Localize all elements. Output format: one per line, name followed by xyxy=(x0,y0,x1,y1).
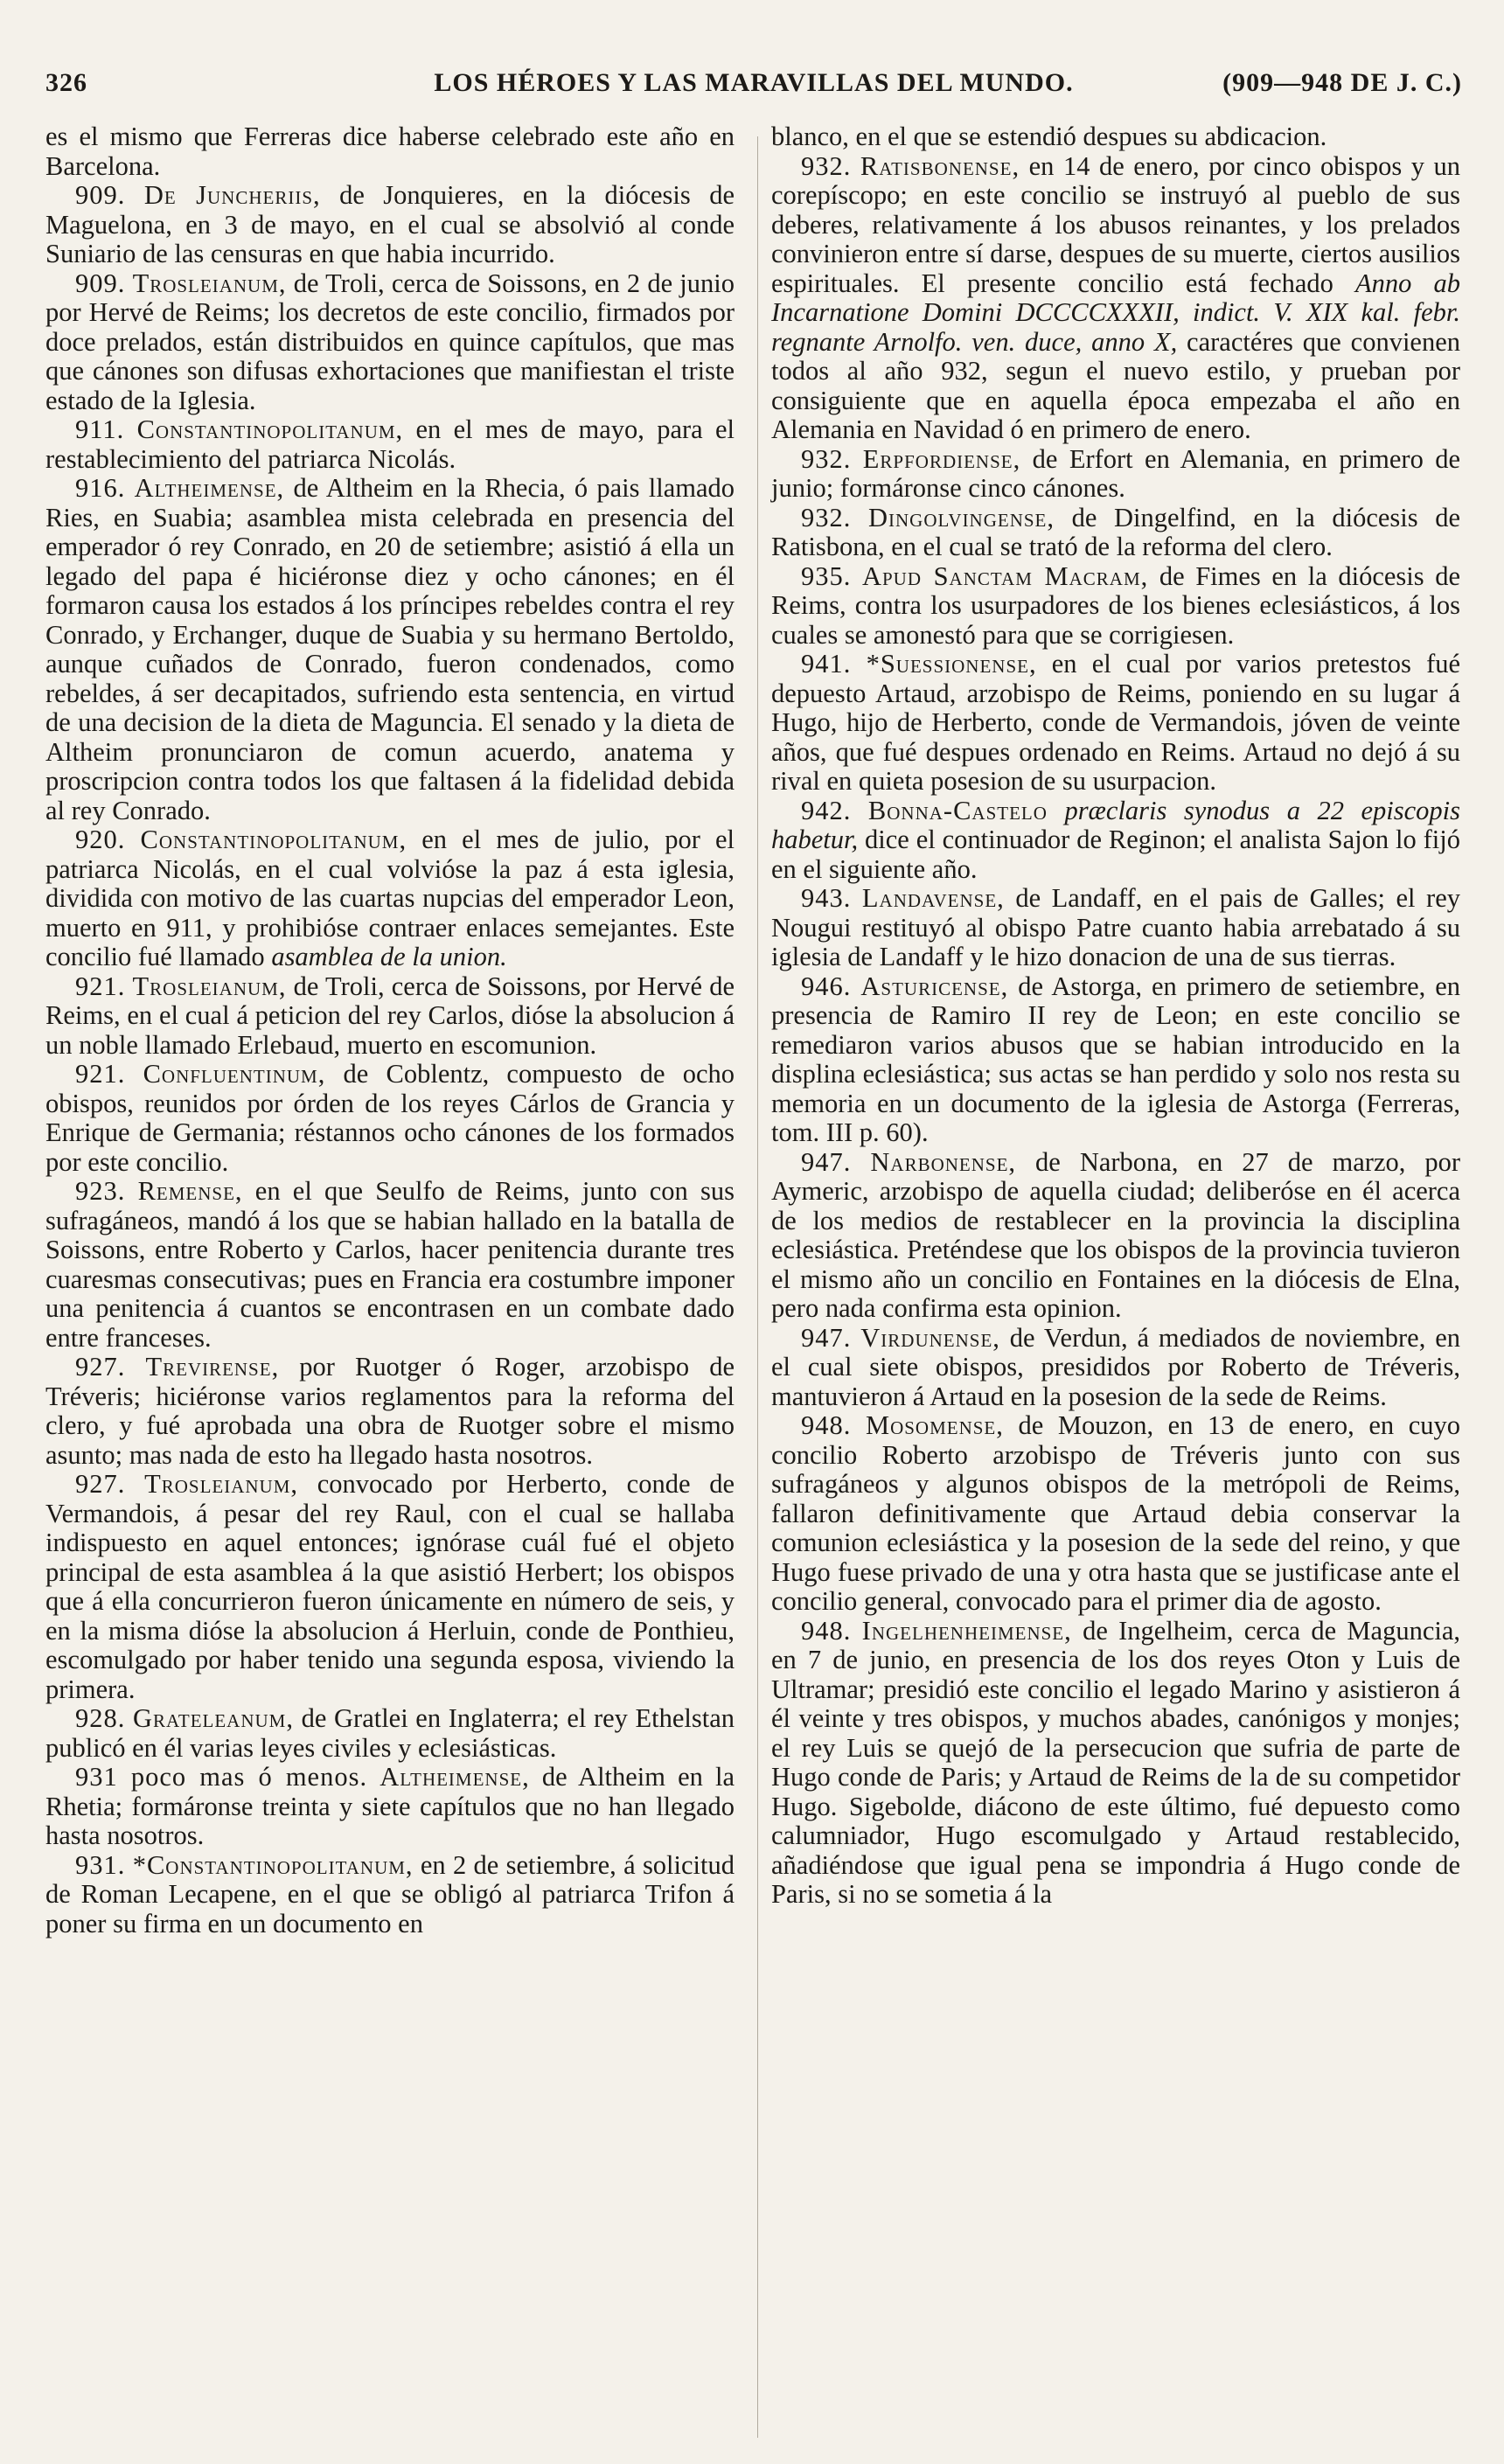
council-entry xyxy=(771,650,1460,797)
council-entry xyxy=(771,1617,1460,1910)
entry-year: 920. xyxy=(75,825,126,854)
council-name: Grateleanum, xyxy=(133,1703,294,1733)
council-name: Altheimense, xyxy=(379,1762,530,1792)
entry-text: en el mes de mayo, para el restablecimiento del patriarca Nicolás. xyxy=(45,414,735,474)
council-name: Ingelhenheimense, xyxy=(861,1615,1072,1646)
council-name: Bonna-Castelo xyxy=(867,795,1048,825)
council-name: Landavense, xyxy=(861,883,1005,913)
entry-year: 909. xyxy=(75,180,126,210)
council-name: Constantinopolitanum, xyxy=(140,825,407,854)
entry-year: 947. xyxy=(801,1322,852,1353)
council-entry xyxy=(771,972,1460,1148)
entry-text: de Altheim en la Rhetia; formáronse treinta y siete capítulos que no han llegado hasta nosotros. xyxy=(45,1762,735,1850)
page-number: 326 xyxy=(45,68,87,97)
entry-text: de Erfort en Alemania, en primero de junio; formáronse cinco cánones. xyxy=(771,443,1461,503)
council-name: Ratisbonense, xyxy=(860,150,1020,181)
entry-text: de Coblentz, compuesto de ocho obispos, reunidos por órden de los reyes Cárlos de Grancia y Enrique de Germania; réstannos ocho cánones de los formados por este concilio. xyxy=(45,1059,735,1177)
council-name: Mosomense, xyxy=(865,1410,1004,1440)
entry-year: 947. xyxy=(801,1146,852,1177)
left-column xyxy=(45,122,735,1938)
council-entry xyxy=(771,152,1460,445)
council-name: Remense, xyxy=(137,1176,243,1206)
entry-text: de Troli, cerca de Soissons, por Hervé de Reims, en el cual á peticion del rey Carlos, dióse la absolucion á un noble llamado Erlebaud, muerto en escomunion. xyxy=(45,971,735,1060)
entry-year: 935. xyxy=(801,560,852,591)
entry-text: de Dingelfind, en la diócesis de Ratisbona, en el cual se trató de la reforma del clero. xyxy=(771,502,1461,561)
entry-text: en 14 de enero, por cinco obispos y un corepíscopo; en este concilio se instruyó al pueblo de sus deberes, relativamente á los abusos reinantes, y los prelados convinieron entre sí darse, despues de su muerte, ciertos ausilios espirituales. El presente concilio está fechado xyxy=(771,150,1461,298)
right-column xyxy=(771,122,1460,1910)
entry-text: por Ruotger ó Roger, arzobispo de Tréveris; hiciéronse varios reglamentos para la reforma del clero, y fué aprobada una obra de Ruotger sobre el mismo asunto; mas nada de esto ha llegado hasta nosotros. xyxy=(45,1352,735,1470)
council-entry xyxy=(45,825,735,972)
entry-italic: præclaris synodus a 22 episcopis habetur, xyxy=(771,795,1461,854)
entry-text: de Altheim en la Rhecia, ó pais llamado Ries, en Suabia; asamblea mista celebrada en presencia del emperador ó rey Conrado, en 20 de setiembre; asistió á ella un legado del papa é hiciéronse diez y ocho cánones; en él formaron causa los estados á los príncipes rebeldes contra el rey Conrado, y Erchanger, duque de Suabia y su hermano Bertoldo, aunque cuñados de Conrado, fueron condenados, como rebeldes, á ser decapitados, sufriendo esta sentencia, en virtud de una decision de la dieta de Maguncia. El senado y la dieta de Altheim pronunciaron de comun acuerdo, anatema y proscripcion contra todos los que faltasen á la fidelidad debida al rey Conrado. xyxy=(45,473,735,825)
council-entry xyxy=(45,1353,735,1470)
entry-italic: Anno ab Incarnatione Domini DCCCCXXXII, indict. V. XIX kal. febr. regnante Arnolfo. ven. duce, anno X, xyxy=(771,268,1460,357)
council-name: Constantinopolitanum, xyxy=(136,414,404,444)
council-name: Erpfordiense, xyxy=(862,443,1021,474)
council-entry xyxy=(771,504,1460,562)
entry-year: 948. xyxy=(801,1615,852,1646)
entry-text: de Ingelheim, cerca de Maguncia, en 7 de junio, en presencia de los dos reyes Oton y Luis de Ultramar; presidió este concilio el legado Marino y asistieron á él veinte y tres obispos, y muchos abades, canónigos y monjes; el rey Luis se quejó de la persecucion que sufria de parte de Hugo conde de Paris; y Artaud de Reims de la de su competidor Hugo. Sigebolde, diácono de este último, fué depuesto como calumniador, Hugo escomulgado y Artaud restablecido, añadiéndose que igual pena se impondria á Hugo conde de Paris, si no se sometia á la xyxy=(771,1615,1460,1909)
entry-year: 911. xyxy=(75,414,125,444)
entry-year: 942. xyxy=(801,795,852,825)
entry-text: de Mouzon, en 13 de enero, en cuyo concilio Roberto arzobispo de Tréveris junto con sus sufragáneos y algunos obispos de la metrópoli de Reims, fallaron definitivamente que Artaud debia conservar la comunion eclesiástica y la posesion de la sede del reino, y que Hugo fuese privado de una y otra hasta que se justificase ante el concilio general, convocado para el primer dia de agosto. xyxy=(771,1410,1461,1616)
council-name: Trosleianum, xyxy=(132,971,287,1001)
entry-year: 943. xyxy=(801,883,852,913)
council-entry xyxy=(771,1324,1460,1412)
council-name: *Suessionense, xyxy=(866,649,1037,679)
entry-year: 928. xyxy=(75,1703,126,1733)
council-entry xyxy=(45,1763,735,1851)
entry-text: en el mes de julio, por el patriarca Nicolás, en el cual volvióse la paz á esta iglesia, dividida con motivo de las cuartas nupcias del emperador Leon, muerto en 911, y prohibióse contraer enlaces semejantes. Este concilio fué llamado xyxy=(45,825,735,971)
council-entry xyxy=(45,415,735,474)
council-name: Asturicense, xyxy=(860,971,1009,1001)
council-name: Altheimense, xyxy=(134,473,285,503)
entry-year: 932. xyxy=(801,150,852,181)
entry-year: 932. xyxy=(801,443,852,474)
entry-year: 916. xyxy=(75,473,126,503)
council-name: De Juncheriis, xyxy=(143,180,321,210)
entry-text: en el cual por varios pretestos fué depuesto Artaud, arzobispo de Reims, poniendo en su lugar á Hugo, hijo de Herberto, conde de Vermandois, jóven de veinte años, que fué despues ordenado en Reims. Artaud no dejó á su rival en quieta posesion de su usurpacion. xyxy=(771,649,1461,796)
council-entry xyxy=(771,445,1460,504)
entry-text: en 2 de setiembre, á solicitud de Roman Lecapene, en el que se obligó al patriarca Trifon á poner su firma en un documento en xyxy=(45,1849,735,1938)
entry-year: 927. xyxy=(75,1469,126,1499)
council-entry xyxy=(45,1060,735,1177)
council-name: Trevirense, xyxy=(145,1352,280,1382)
entry-text: convocado por Herberto, conde de Vermandois, á pesar del rey Raul, con el cual se hallaba indispuesto en aquel entonces; ignórase cuál fué el objeto principal de esta asamblea á la que asistió Herbert; los obispos que á ella concurrieron fueron únicamente en número de seis, y en la misma dióse la absolucion á Herluin, conde de Ponthieu, escomulgado por haber tenido una segunda esposa, viviendo la primera. xyxy=(45,1469,735,1704)
council-entry xyxy=(771,1411,1460,1617)
entry-text: de Narbona, en 27 de marzo, por Aymeric, arzobispo de aquella ciudad; deliberóse en él acerca de los medios de restablecer en la provincia la disciplina eclesiástica. Preténdese que los obispos de la provincia tuvieron el mismo año un concilio en Fontaines en la diócesis de Elna, pero nada confirma esta opinion. xyxy=(771,1146,1461,1323)
council-entry xyxy=(771,884,1460,972)
column-divider xyxy=(757,136,758,2438)
entry-year: 932. xyxy=(801,502,852,532)
council-name: Confluentinum, xyxy=(143,1059,326,1089)
entry-year: 948. xyxy=(801,1410,852,1440)
council-entry xyxy=(45,474,735,825)
entry-year: 931 poco mas ó menos. xyxy=(75,1762,368,1792)
council-entry xyxy=(45,972,735,1061)
council-entry xyxy=(771,1148,1460,1324)
running-title: LOS HÉROES Y LAS MARAVILLAS DEL MUNDO. xyxy=(434,68,1074,97)
council-entry xyxy=(45,122,735,181)
council-name: Narbonense, xyxy=(870,1146,1017,1177)
entry-text: de Landaff, en el pais de Galles; el rey Nougui restituyó al obispo Patre cuanto habia arrebatado á su iglesia de Landaff y le hizo donacion de una de sus tierras. xyxy=(771,883,1460,971)
council-entry xyxy=(771,562,1460,651)
council-name: *Constantinopolitanum, xyxy=(132,1849,414,1880)
council-entry xyxy=(45,269,735,416)
entry-text: en el que Seulfo de Reims, junto con sus sufragáneos, mandó á los que se habian hallado en la batalla de Soissons, entre Roberto y Carlos, hacer penitencia durante tres cuaresmas consecutivas; pues en Francia era costumbre imponer una penitencia á cuantos se encontrasen en un combate dado entre franceses. xyxy=(45,1176,735,1353)
council-entry xyxy=(45,181,735,269)
entry-year: 923. xyxy=(75,1176,126,1206)
entry-text: blanco, en el que se estendió despues su abdicacion. xyxy=(771,122,1327,151)
entry-text: de Astorga, en primero de setiembre, en presencia de Ramiro II rey de Leon; en este concilio se remediaron varios abusos que se habian introducido en la displina eclesiástica; sus actas se han perdido y solo nos resta su memoria en un documento de la iglesia de Astorga (Ferreras, tom. III p. 60). xyxy=(771,971,1461,1147)
entry-italic: asamblea de la union. xyxy=(271,942,507,971)
council-entry xyxy=(771,122,1460,152)
council-entry xyxy=(45,1851,735,1939)
council-entry xyxy=(45,1704,735,1763)
running-header xyxy=(45,68,1462,112)
entry-year: 931. xyxy=(75,1849,126,1880)
entry-text: de Jonquieres, en la diócesis de Maguelona, en 3 de mayo, en el cual se absolvió al conde Suniario de las censuras en que habia incurrido. xyxy=(45,180,735,268)
council-name: Apud Sanctam Macram, xyxy=(861,560,1149,591)
year-range: (909—948 DE J. C.) xyxy=(1222,68,1462,97)
entry-text: de Troli, cerca de Soissons, en 2 de junio por Hervé de Reims; los decretos de este concilio, firmados por doce prelados, están distribuidos en quince capítulos, que mas que cánones son difusas exhortaciones que manifiestan el triste estado de la Iglesia. xyxy=(45,268,735,415)
council-name: Trosleianum, xyxy=(144,1469,299,1499)
entry-text: caractéres que convienen todos al año 932, segun el nuevo estilo, y prueban por consiguiente que en aquella época empezaba el año en Alemania en Navidad ó en primero de enero. xyxy=(771,326,1460,444)
entry-text: dice el continuador de Reginon; el analista Sajon lo fijó en el siguiente año. xyxy=(771,825,1460,884)
entry-text: de Gratlei en Inglaterra; el rey Ethelstan publicó en él varias leyes civiles y eclesiásticas. xyxy=(45,1703,735,1763)
entry-text: es el mismo que Ferreras dice haberse celebrado este año en Barcelona. xyxy=(45,122,735,181)
entry-year: 927. xyxy=(75,1352,126,1382)
entry-text: de Fimes en la diócesis de Reims, contra los usurpadores de los bienes eclesiásticos, á los cuales se amonestó para que se corrigiesen. xyxy=(771,560,1461,650)
entry-year: 921. xyxy=(75,1059,126,1089)
council-entry xyxy=(45,1470,735,1704)
council-entry xyxy=(771,797,1460,885)
council-name: Virdunense, xyxy=(860,1322,1000,1353)
council-name: Dingolvingense, xyxy=(867,502,1055,532)
entry-year: 909. xyxy=(75,268,126,298)
entry-text: de Verdun, á mediados de noviembre, en el cual siete obispos, presididos por Roberto de Tréveris, mantuvieron á Artaud en la posesion de la sede de Reims. xyxy=(771,1322,1461,1411)
council-name: Trosleianum, xyxy=(132,268,287,298)
entry-year: 921. xyxy=(75,971,126,1001)
entry-year: 941. xyxy=(801,649,852,679)
entry-year: 946. xyxy=(801,971,852,1001)
council-entry xyxy=(45,1177,735,1353)
